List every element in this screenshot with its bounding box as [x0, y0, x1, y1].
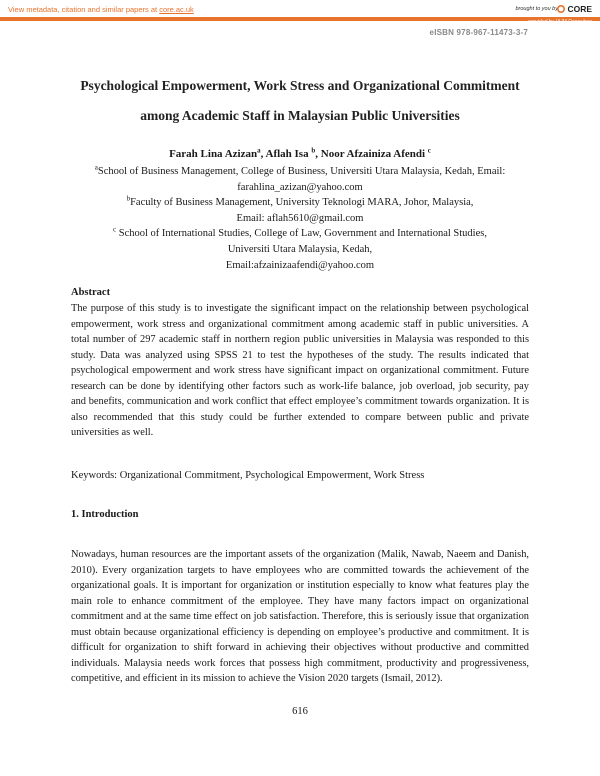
affiliation-line: School of International Studies, College of Law, Government and International Studies,	[116, 228, 487, 239]
affiliation-email: Email: aflah5610@gmail.com	[236, 213, 364, 224]
author-list: Farah Lina Azizan$^a$, Aflah Isa $^b$, Noor Afzainiza Afendi $^c$	[169, 146, 431, 160]
affiliation-sup: c	[113, 225, 117, 234]
author-sup: c	[427, 146, 431, 155]
affiliation-email: farahlina_azizan@yahoo.com	[237, 182, 363, 193]
abstract-body: The purpose of this study is to investigate the significant impact on the relationship between psychological empowerment, work stress and organizational commitment among academic staff in public universities. A total number of 297 academic staff in northern region public universities in Malaysia was responded to this study. Data was analyzed using SPSS 21 to test the hypotheses of the study. The results indicated that psychological empowerment and work stress have significant impact on organizational commitment. Future research can be done by identifying other factors such as work-life balance, job overload, job security, pay and benefits, communication and work conflict that effect employee’s commitment towards organization. It is also recommended that this study could be further extended to compare between public and private universities as well.	[71, 303, 529, 439]
author-name: Farah Lina Azizan	[169, 148, 258, 160]
author-sup: a	[257, 146, 261, 155]
paper-title-line1: Psychological Empowerment, Work Stress and Organizational Commitment	[80, 78, 520, 93]
affiliation-sup: b	[126, 194, 131, 203]
affiliation-line: Faculty of Business Management, University Teknologi MARA, Johor, Malaysia,	[130, 197, 474, 208]
affiliation-sup: a	[94, 163, 98, 172]
affiliation-line: School of Business Management, College of Business, Universiti Utara Malaysia, Kedah, Email:	[97, 166, 506, 177]
author-name: Aflah Isa	[265, 148, 312, 160]
isbn: eISBN 978-967-11473-3-7	[429, 28, 528, 37]
provided-by-text: provided by UUM Repository	[528, 19, 592, 25]
affiliation-c	[60, 226, 540, 274]
paper-title-line2: among Academic Staff in Malaysian Public Universities	[140, 108, 460, 123]
introduction-body: Nowadays, human resources are the important assets of the organization (Malik, Nawab, Naeem and Danish, 2010). Every organization targets to have employees who are committed towards the achievement of the organizational goals. It is important for organization or institution especially to know what features play the main role to enhance commitment of the employee. They have many factors impact on organizational commitment and at the same time effect on job satisfaction. Therefore, this is seriously issue that organization must obtain because organizational efficiency is depending on employee’s productive and commitment. It is difficult for organization to shift forward in achieving their objectives without productive and committed individuals. Malaysia needs work forces that possess high commitment, productivity and progressiveness, competitive, and efficient in its mission to achieve the Vision 2020 targets (Ismail, 2012).	[71, 549, 529, 685]
core-logo-text: CORE	[567, 4, 592, 14]
abstract-heading: Abstract	[71, 287, 111, 298]
header-divider	[0, 17, 600, 21]
author-name: Noor Afzainiza Afendi	[320, 148, 428, 160]
core-logo[interactable]	[557, 4, 592, 14]
page-number: 616	[292, 706, 308, 717]
affiliation-email: Email:afzainizaafendi@yahoo.com	[225, 260, 375, 271]
section-heading-introduction: 1. Introduction	[71, 509, 139, 520]
core-logo-icon	[557, 5, 565, 13]
author-sup: b	[311, 146, 316, 155]
affiliation-b	[60, 195, 540, 227]
core-link-text: View metadata, citation and similar papers at	[8, 5, 158, 14]
affiliation-a	[60, 164, 540, 196]
affiliation-line: Universiti Utara Malaysia, Kedah,	[227, 244, 373, 255]
core-metadata-link[interactable]	[8, 5, 194, 14]
core-ac-uk-link[interactable]: core.ac.uk	[159, 5, 194, 14]
core-header-bar	[0, 0, 600, 26]
keywords: Keywords: Organizational Commitment, Psychological Empowerment, Work Stress	[71, 470, 425, 481]
brought-by-text: brought to you by	[515, 6, 558, 12]
